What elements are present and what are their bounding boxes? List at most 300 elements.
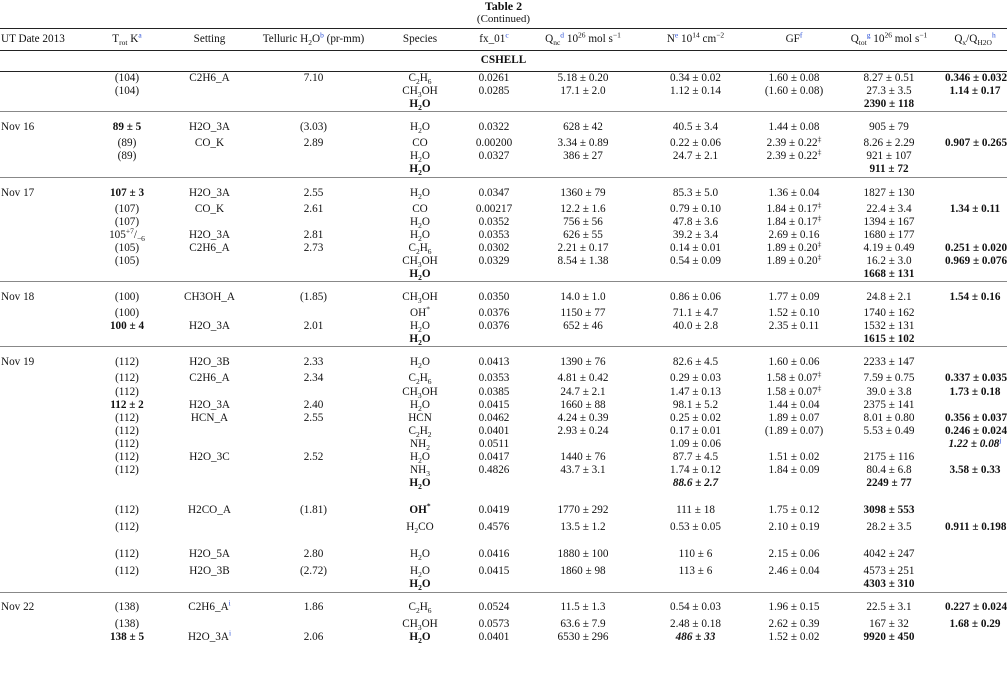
cell-gf: 1.60 ± 0.08: [768, 72, 820, 84]
cell-qtot: 22.5 ± 3.1: [835, 592, 943, 618]
table-row: [0, 268, 1007, 282]
cell-gf: 1.36 ± 0.04: [753, 177, 835, 203]
cell-qnc: [528, 333, 638, 347]
cell-trot: [82, 163, 172, 177]
cell-ratio: [943, 399, 1007, 412]
cell-qnc: 43.7 ± 3.1: [560, 464, 606, 477]
cell-setting: [172, 255, 247, 268]
cell-fx: 0.0376: [478, 320, 510, 333]
cell-n: 0.54 ± 0.03: [638, 592, 753, 618]
table-row: [0, 372, 1007, 385]
cell-n: 1.74 ± 0.12: [670, 464, 721, 477]
cell-telluric: 2.01: [303, 320, 324, 333]
cell-qnc: 756 ± 56: [563, 215, 603, 228]
table-caption: [0, 0, 1007, 26]
cell-telluric: [247, 333, 380, 347]
cell-qtot: 4042 ± 247: [863, 547, 915, 560]
cell-setting: H2O_3A: [188, 398, 231, 411]
cell-qnc: 652 ± 46: [563, 320, 603, 333]
cell-qnc: 13.5 ± 1.2: [560, 521, 606, 534]
cell-telluric: [247, 150, 380, 163]
table-row: [0, 307, 1007, 320]
cell-n: 0.53 ± 0.05: [670, 521, 721, 534]
cell-trot: 107 ± 3: [82, 177, 172, 203]
cell-qnc: 24.7 ± 2.1: [560, 385, 606, 398]
cell-n: 0.17 ± 0.01: [670, 424, 721, 437]
cell-date: [0, 320, 82, 333]
cell-date: [0, 163, 82, 177]
cell-trot: (112): [115, 437, 139, 450]
cell-ratio: [943, 347, 1007, 373]
cell-species: $H_2O$: [380, 177, 460, 203]
cell-date: [0, 490, 82, 521]
cell-trot: 89 ± 5: [82, 112, 172, 138]
col-qtot: $Q_{tot}^g$ $10^{26}$ mol $s^{-1}$: [850, 30, 928, 48]
cell-qtot: 2233 ± 147: [835, 347, 943, 373]
cell-telluric: (1.85): [247, 282, 380, 308]
cell-qnc: [528, 268, 638, 282]
cell-n: [638, 163, 753, 177]
cell-telluric: 2.52: [303, 450, 324, 463]
table-row: [0, 451, 1007, 464]
cell-telluric: 2.06: [303, 630, 324, 643]
cell-trot: 138 ± 5: [109, 630, 145, 643]
cell-setting: [172, 578, 247, 592]
cell-ratio: 0.346 ± 0.032: [945, 72, 1007, 84]
cell-species: $H_2O$: [410, 320, 430, 335]
section-row: [0, 51, 1007, 72]
cell-gf: [753, 438, 835, 451]
cell-setting: H2O_3A: [188, 228, 231, 241]
cell-species: $H_2O$: [410, 228, 430, 243]
table-row: [0, 98, 1007, 112]
cell-setting: C2H6_A: [189, 241, 230, 254]
cell-gf: 1.44 ± 0.08: [753, 112, 835, 138]
cell-qtot: 2249 ± 77: [866, 477, 912, 490]
cell-gf: 2.10 ± 0.19: [768, 521, 820, 534]
cell-telluric: 2.55: [247, 177, 380, 203]
cell-ratio: [943, 490, 1007, 521]
cell-trot: (105): [114, 241, 140, 254]
cell-qtot: 4303 ± 310: [863, 578, 915, 591]
cell-trot: (89): [117, 150, 137, 163]
cell-setting: C2H6_A: [189, 372, 230, 385]
cell-fx: 0.00200: [475, 137, 513, 150]
cell-species: CO: [412, 137, 428, 150]
cell-qnc: 8.54 ± 1.38: [557, 254, 609, 267]
cell-gf: 1.84 ± 0.17‡: [766, 212, 822, 228]
cell-setting: C2H6_A: [189, 72, 230, 84]
cell-fx: [460, 268, 528, 282]
cell-ratio: [943, 163, 1007, 177]
cell-gf: [753, 268, 835, 282]
cell-gf: 1.75 ± 0.12: [768, 503, 820, 516]
cell-fx: 0.0285: [478, 85, 510, 98]
cell-qnc: 12.2 ± 1.6: [560, 202, 606, 215]
cell-telluric: [247, 578, 380, 592]
cell-gf: 2.15 ± 0.06: [768, 547, 820, 560]
cell-ratio: [943, 333, 1007, 347]
cell-telluric: 2.81: [303, 228, 324, 241]
cell-telluric: [247, 464, 380, 477]
cell-trot: (112): [115, 372, 139, 385]
cell-fx: 0.0327: [478, 150, 510, 163]
cell-species: $CH_3OH$: [402, 385, 438, 400]
cell-date: [0, 85, 82, 98]
cell-gf: 2.46 ± 0.04: [768, 565, 820, 578]
cell-trot: (105): [114, 254, 140, 267]
cell-ratio: 1.68 ± 0.29: [949, 617, 1001, 630]
table-row: [0, 150, 1007, 163]
cell-fx: 0.0416: [478, 547, 510, 560]
cell-species: $H_2O$: [410, 547, 430, 563]
cell-date: [0, 412, 82, 425]
cell-date: [0, 137, 82, 150]
table-row: [0, 534, 1007, 565]
cell-fx: 0.4576: [478, 521, 510, 534]
header-row: [0, 29, 1007, 51]
cell-gf: [753, 578, 835, 592]
cell-setting: H2O_3A: [188, 320, 231, 333]
cell-species: $C_2H_6$: [408, 372, 432, 387]
cell-trot: (112): [115, 450, 139, 463]
cell-date: [0, 464, 82, 477]
cell-qtot: 8.26 ± 2.29: [863, 137, 915, 150]
col-fx: fx_01$^c$: [479, 30, 509, 45]
cell-qtot: 911 ± 72: [869, 163, 909, 176]
cell-qtot: 8.01 ± 0.80: [863, 411, 915, 424]
cell-n: 1.12 ± 0.14: [670, 85, 721, 98]
cell-date: [0, 242, 82, 255]
cell-species: $H_2O$: [410, 565, 430, 580]
cell-setting: H2O_3B: [189, 565, 230, 578]
cell-date: Nov 17: [0, 177, 82, 203]
cell-fx: 0.0417: [478, 450, 510, 463]
cell-trot: (107): [114, 202, 140, 215]
cell-fx: 0.0302: [478, 241, 510, 254]
table-row: [0, 216, 1007, 229]
table-row: [0, 386, 1007, 399]
cell-setting: H2O_3A: [172, 112, 247, 138]
cell-qnc: [528, 477, 638, 490]
table-row: [0, 438, 1007, 451]
cell-species: $CH_3OH$: [402, 617, 438, 632]
cell-fx: 0.0511: [478, 437, 510, 450]
cell-telluric: 2.61: [303, 202, 324, 215]
col-telluric: Telluric $H_2O^b$ (pr-mm): [262, 30, 365, 48]
cell-qtot: 7.59 ± 0.75: [863, 372, 915, 385]
table-row: [0, 412, 1007, 425]
cell-fx: 0.0415: [478, 398, 510, 411]
cell-ratio: [943, 477, 1007, 490]
cell-fx: [460, 477, 528, 490]
table-row: [0, 242, 1007, 255]
cell-ratio: [943, 216, 1007, 229]
cell-species: $H_2O$: [410, 398, 430, 413]
cell-qtot: 167 ± 32: [869, 617, 909, 630]
cell-ratio: [943, 98, 1007, 112]
cell-qtot: 39.0 ± 3.8: [866, 385, 912, 398]
cell-qtot: 4.19 ± 0.49: [863, 241, 915, 254]
cell-ratio: 0.907 ± 0.265: [945, 137, 1007, 150]
cell-n: 486 ± 33: [675, 630, 716, 643]
cell-qnc: 1360 ± 79: [528, 177, 638, 203]
cell-fx: [460, 333, 528, 347]
cell-species: $H_2O$: [409, 268, 431, 283]
cell-n: 0.14 ± 0.01: [670, 241, 721, 254]
table-row: [0, 85, 1007, 98]
cell-species: $NH_2$: [410, 437, 430, 453]
cell-setting: [172, 268, 247, 282]
cell-trot: (138): [114, 617, 140, 630]
cell-qnc: [528, 578, 638, 592]
cell-ratio: [943, 229, 1007, 242]
cell-setting: [172, 618, 247, 631]
cell-species: $NH_3$: [410, 464, 430, 479]
cell-trot: $105^{+7}/_{-6}$: [109, 226, 145, 243]
cell-n: 1.09 ± 0.06: [670, 437, 721, 450]
cell-trot: (112): [115, 424, 139, 437]
cell-gf: 1.77 ± 0.09: [753, 282, 835, 308]
table-row: [0, 347, 1007, 373]
cell-gf: 2.69 ± 0.16: [768, 228, 820, 241]
cell-date: [0, 203, 82, 216]
cell-gf: 1.89 ± 0.20‡: [766, 239, 822, 254]
table-row: [0, 631, 1007, 644]
cell-setting: [172, 163, 247, 177]
cell-trot: (100): [82, 282, 172, 308]
cell-date: [0, 333, 82, 347]
cell-qtot: 921 ± 107: [866, 150, 912, 163]
cell-fx: [460, 578, 528, 592]
cell-trot: (89): [117, 137, 137, 150]
cell-n: [638, 98, 753, 112]
table-subtitle: (Continued): [476, 13, 531, 25]
cell-qtot: 28.2 ± 3.5: [866, 521, 912, 534]
cell-qnc: 63.6 ± 7.9: [560, 617, 606, 630]
cell-telluric: (1.81): [299, 503, 328, 516]
cell-ratio: 0.337 ± 0.035: [945, 372, 1007, 385]
cell-date: [0, 386, 82, 399]
cell-n: 85.3 ± 5.0: [638, 177, 753, 203]
cell-ratio: [943, 320, 1007, 333]
cell-date: [0, 307, 82, 320]
cell-qnc: 3.34 ± 0.89: [557, 137, 609, 150]
cell-telluric: 2.40: [303, 398, 324, 411]
cell-ratio: 3.58 ± 0.33: [949, 464, 1001, 477]
col-ratio: $Q_x/Q_{H2O}^h$: [954, 30, 996, 48]
cell-gf: 1.44 ± 0.04: [768, 398, 820, 411]
cell-telluric: (3.03): [247, 112, 380, 138]
cell-gf: 2.35 ± 0.11: [768, 320, 820, 333]
table-row: [0, 137, 1007, 150]
cell-trot: (100): [114, 307, 140, 320]
cell-gf: [753, 98, 835, 112]
cell-gf: 1.84 ± 0.09: [768, 464, 820, 477]
cell-qnc: 11.5 ± 1.3: [528, 592, 638, 618]
table-row: [0, 333, 1007, 347]
col-gf: GF$^f$: [785, 30, 803, 45]
cell-telluric: 2.89: [303, 137, 324, 150]
cell-fx: 0.0413: [460, 347, 528, 373]
cell-gf: 1.58 ± 0.07‡: [766, 382, 822, 398]
cell-species: $C_2H_2$: [408, 424, 432, 440]
cell-telluric: [247, 255, 380, 268]
table-row: [0, 464, 1007, 477]
cell-gf: [753, 333, 835, 347]
cell-qtot: 2175 ± 116: [863, 450, 915, 463]
cell-telluric: 2.73: [303, 241, 324, 254]
cell-gf: 2.62 ± 0.39: [768, 617, 820, 630]
table-row: [0, 578, 1007, 592]
cell-telluric: 7.10: [303, 72, 324, 84]
table-row: [0, 399, 1007, 412]
cell-date: [0, 255, 82, 268]
cell-ratio: [943, 307, 1007, 320]
cell-n: 0.54 ± 0.09: [670, 254, 721, 267]
cell-telluric: [247, 425, 380, 438]
cell-ratio: [943, 451, 1007, 464]
cell-ratio: 1.22 ± 0.08$^j$: [948, 435, 1002, 450]
cell-n: 98.1 ± 5.2: [672, 398, 719, 411]
table-row: [0, 592, 1007, 618]
cell-trot: (104): [114, 85, 140, 98]
cell-species: $CH_3OH$: [402, 85, 438, 100]
cell-qtot: 9920 ± 450: [863, 630, 915, 643]
table-title: Table 2: [484, 0, 523, 13]
col-qnc: $Q_{nc}^d$ $10^{26}$ mol $s^{-1}$: [545, 30, 621, 48]
cell-n: 82.6 ± 4.5: [638, 347, 753, 373]
cell-ratio: 0.227 ± 0.024: [943, 592, 1007, 618]
cell-gf: 1.84 ± 0.17‡: [766, 199, 822, 215]
cell-gf: 2.39 ± 0.22‡: [766, 147, 822, 163]
cell-n: 1.47 ± 0.13: [670, 385, 721, 398]
cell-species: $H_2CO$: [406, 521, 434, 536]
cell-qnc: 1770 ± 292: [557, 503, 609, 516]
cell-trot: (112): [115, 547, 139, 560]
cell-gf: 2.39 ± 0.22‡: [766, 134, 822, 150]
cell-setting: CH3OH_A: [172, 282, 247, 308]
cell-telluric: (2.72): [299, 565, 328, 578]
cell-ratio: 0.356 ± 0.037: [945, 411, 1007, 424]
cell-date: [0, 578, 82, 592]
cell-qnc: 4.81 ± 0.42: [557, 372, 609, 385]
table-row: [0, 477, 1007, 490]
cell-qnc: 628 ± 42: [528, 112, 638, 138]
cell-fx: 0.0376: [478, 307, 510, 320]
cell-species: $H_2O$: [380, 347, 460, 373]
cell-qtot: 4573 ± 251: [863, 565, 915, 578]
cell-gf: 1.60 ± 0.06: [753, 347, 835, 373]
cell-fx: 0.0353: [478, 372, 510, 385]
cell-qnc: 5.18 ± 0.20: [557, 72, 609, 84]
cell-trot: 100 ± 4: [109, 320, 145, 333]
cell-trot: (112): [115, 521, 139, 534]
cell-n: 113 ± 6: [678, 565, 713, 578]
table-row: [0, 177, 1007, 203]
cell-telluric: 2.33: [247, 347, 380, 373]
cell-n: [638, 333, 753, 347]
cell-qnc: 2.21 ± 0.17: [557, 241, 609, 254]
cell-species: $C_2H_6$: [380, 592, 460, 618]
cell-date: [0, 372, 82, 385]
cell-trot: (112): [115, 503, 139, 516]
table-row: [0, 425, 1007, 438]
cell-ratio: 1.14 ± 0.17: [949, 85, 1001, 98]
cell-trot: [82, 268, 172, 282]
cell-qtot: 1680 ± 177: [863, 228, 915, 241]
cell-qnc: 4.24 ± 0.39: [557, 411, 609, 424]
cell-n: 24.7 ± 2.1: [672, 150, 719, 163]
cell-telluric: [247, 521, 380, 534]
cell-species: $H_2O$: [409, 630, 431, 645]
cell-date: [0, 399, 82, 412]
cell-fx: 0.0462: [478, 411, 510, 424]
cell-species: $H_2O$: [409, 98, 431, 113]
cell-species: $H_2O$: [410, 150, 430, 165]
cell-qtot: 3098 ± 553: [863, 503, 915, 516]
cell-setting: H2O_3A$^i$: [187, 627, 232, 643]
cell-fx: 0.0353: [478, 228, 510, 241]
cell-setting: H2CO_A: [188, 503, 231, 516]
cell-setting: [172, 477, 247, 490]
cell-gf: (1.89 ± 0.07): [764, 424, 824, 437]
cell-n: 88.6 ± 2.7: [672, 477, 719, 490]
cell-species: OH*: [409, 500, 431, 516]
cell-gf: 1.52 ± 0.10: [768, 307, 820, 320]
cell-species: $H_2O$: [409, 578, 431, 593]
cell-setting: [172, 98, 247, 112]
cell-date: [0, 150, 82, 163]
cell-date: [0, 565, 82, 578]
cell-date: [0, 425, 82, 438]
cell-qnc: 386 ± 27: [563, 150, 603, 163]
cell-date: [0, 477, 82, 490]
cell-fx: 0.0322: [460, 112, 528, 138]
col-species: Species: [402, 32, 438, 45]
cell-fx: 0.0401: [478, 424, 510, 437]
cell-n: 0.86 ± 0.06: [638, 282, 753, 308]
table-row: [0, 490, 1007, 521]
cell-fx: 0.0329: [478, 254, 510, 267]
table-row: [0, 163, 1007, 177]
table-row: [0, 255, 1007, 268]
cell-species: OH*: [410, 304, 430, 320]
cell-species: $H_2O$: [410, 450, 430, 466]
cell-setting: [172, 150, 247, 163]
cell-ratio: 0.246 ± 0.024: [945, 424, 1007, 437]
cell-species: $H_2O$: [409, 477, 431, 492]
table-row: [0, 282, 1007, 308]
table-row: [0, 521, 1007, 534]
table-row: [0, 72, 1007, 86]
cell-setting: [172, 333, 247, 347]
cell-ratio: [943, 112, 1007, 138]
cell-qnc: 1860 ± 98: [560, 565, 606, 578]
cell-species: HCN: [408, 411, 432, 424]
cell-species: $H_2O$: [410, 215, 430, 230]
cell-n: 0.29 ± 0.03: [670, 372, 721, 385]
col-setting: Setting: [193, 32, 226, 45]
cell-qtot: 905 ± 79: [835, 112, 943, 138]
section-label: CSHELL: [0, 51, 1007, 72]
table-row: [0, 112, 1007, 138]
cell-n: 0.25 ± 0.02: [670, 411, 721, 424]
cell-trot: (107): [114, 215, 140, 228]
cell-ratio: [943, 150, 1007, 163]
cell-qtot: 1532 ± 131: [863, 320, 915, 333]
cell-trot: [82, 578, 172, 592]
